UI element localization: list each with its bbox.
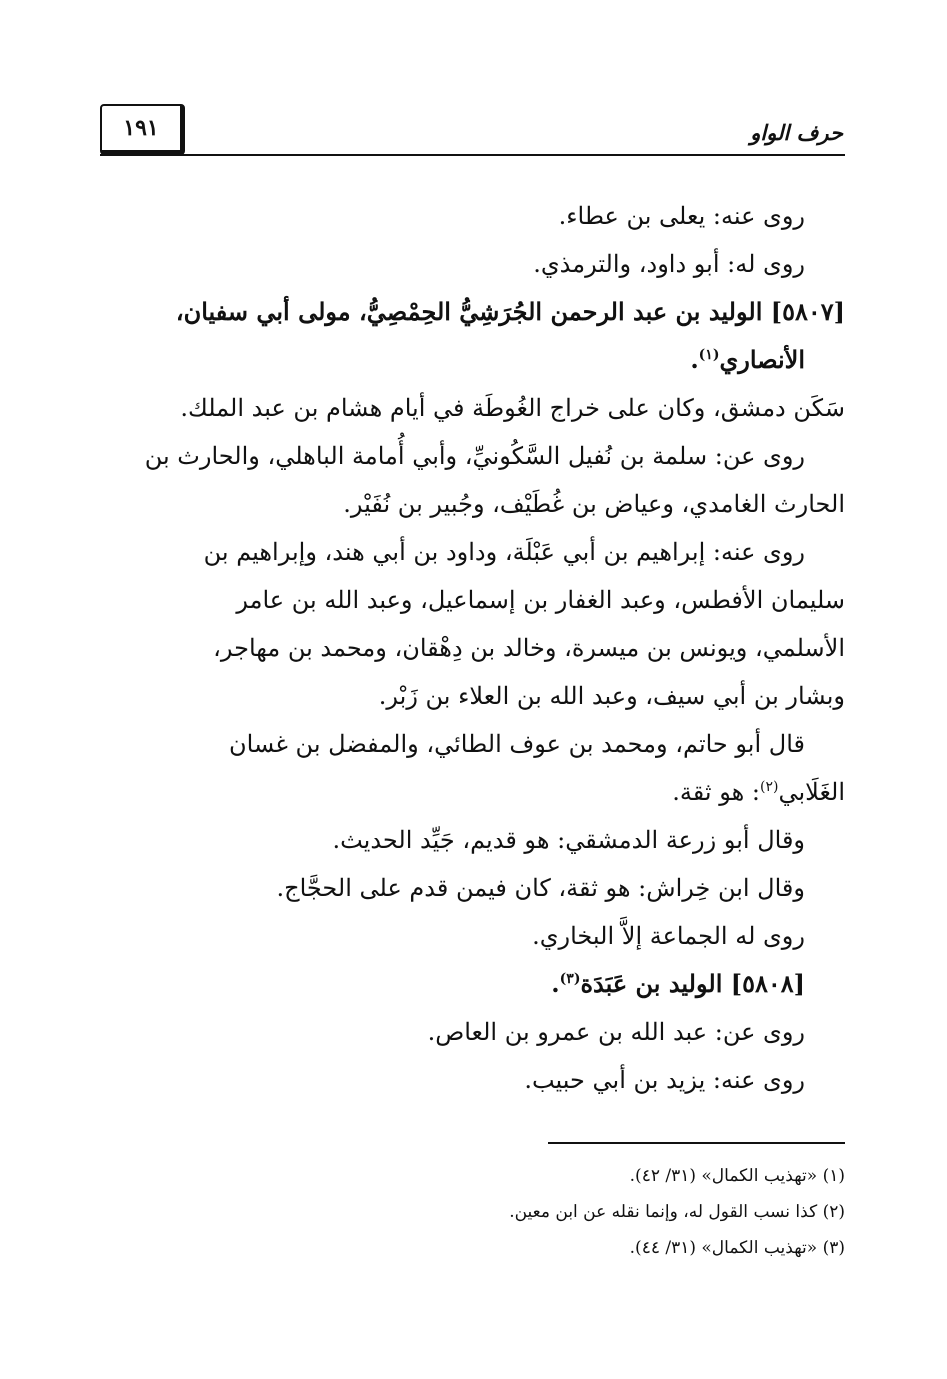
main-text [100,192,845,1104]
text-line: الأسلمي، ويونس بن ميسرة، وخالد بن دِهْقان، ومحمد بن مهاجر، [213,634,845,662]
text-line: روى عنه: يعلى بن عطاء. [558,202,805,230]
text-segment: الغَلَابي [778,778,845,806]
page-header [100,100,845,156]
running-title: حرف الواو [750,120,843,145]
text-segment: : هو ثقة. [672,778,760,806]
entry-heading-5807-cont: الأنصاري$^{(١)}$. [690,345,805,374]
footnote: (٣) «تهذيب الكمال» (٣١/ ٤٤). [629,1238,845,1258]
header-rule [100,154,845,156]
text-line: قال أبو حاتم، ومحمد بن عوف الطائي، والمفضل بن غسان [229,730,805,758]
footnote-ref: (٣) [559,971,581,987]
text-line [100,768,845,816]
text-line: وقال ابن خِراش: هو ثقة، كان فيمن قدم على الحجَّاج. [276,874,805,902]
text-line: روى عن: عبد الله بن عمرو بن العاص. [427,1018,805,1046]
text-line: روى عن: سلمة بن نُفيل السَّكُونيِّ، وأبي أُمامة الباهلي، والحارث بن [144,442,805,470]
footnote: (١) «تهذيب الكمال» (٣١/ ٤٢). [629,1166,845,1186]
footnote-ref: (١) [698,347,720,363]
text-line: روى له: أبو داود، والترمذي. [533,250,805,278]
text-line: روى له الجماعة إلاَّ البخاري. [532,922,805,950]
footnote-ref: (٢) [759,779,779,795]
footnote-separator [548,1142,845,1144]
page-number: ١٩١ [100,104,185,155]
text-line: وبشار بن أبي سيف، وعبد الله بن العلاء بن زَبْر. [378,682,845,710]
footnotes [100,1158,845,1266]
text-segment: [٥٨٠٨] الوليد بن عَبَدَة [580,969,805,998]
entry-heading-5807: [٥٨٠٧] الوليد بن عبد الرحمن الجُرَشِيُّ الحِمْصِيُّ، مولى أبي سفيان، [175,297,845,326]
text-line: سليمان الأفطس، وعبد الغفار بن إسماعيل، وعبد الله بن عامر [236,586,845,614]
text-line: روى عنه: إبراهيم بن أبي عَبْلَة، وداود بن أبي هند، وإبراهيم بن [203,538,805,566]
footnote: (٢) كذا نسب القول له، وإنما نقله عن ابن معين. [509,1202,845,1222]
text-line: وقال أبو زرعة الدمشقي: هو قديم، جَيِّد الحديث. [332,826,805,854]
text-line: الحارث الغامدي، وعياض بن غُطَيْف، وجُبير بن نُفَيْر. [343,490,845,518]
entry-heading-5808: [٥٨٠٨] الوليد بن عَبَدَة$^{(٣)}$. [551,969,805,998]
text-line: روى عنه: يزيد بن أبي حبيب. [524,1066,805,1094]
text-line: سَكَن دمشق، وكان على خراج الغُوطَة في أيام هشام بن عبد الملك. [180,394,845,422]
text-segment: الأنصاري [719,345,805,374]
